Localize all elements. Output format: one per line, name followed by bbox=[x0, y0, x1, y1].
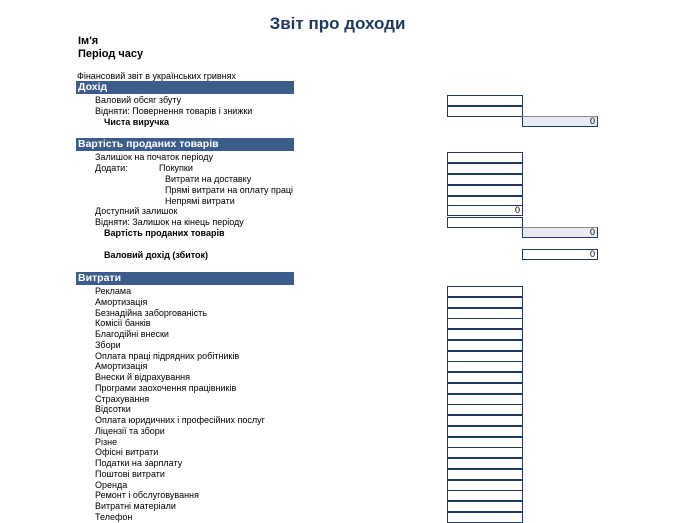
expense-input[interactable] bbox=[447, 286, 523, 297]
expense-input[interactable] bbox=[447, 469, 523, 480]
expense-label: Страхування bbox=[95, 394, 150, 404]
name-label: Ім'я bbox=[78, 35, 99, 47]
expense-label: Програми заохочення працівників bbox=[95, 383, 237, 393]
expense-input[interactable] bbox=[447, 426, 523, 437]
delivery-input[interactable] bbox=[447, 174, 523, 185]
begin-inventory-input[interactable] bbox=[447, 152, 523, 163]
expense-label: Внески й відрахування bbox=[95, 372, 191, 382]
purchases-input[interactable] bbox=[447, 163, 523, 174]
returns-input[interactable] bbox=[447, 106, 523, 117]
expense-label: Збори bbox=[95, 340, 121, 350]
expense-label: Податки на зарплату bbox=[95, 458, 183, 468]
expense-input[interactable] bbox=[447, 340, 523, 351]
returns-label: Відняти: Повернення товарів і знижки bbox=[95, 106, 253, 116]
income-header: Дохід bbox=[76, 81, 294, 94]
expenses-header: Витрати bbox=[76, 272, 294, 285]
expense-label: Благодійні внески bbox=[95, 329, 169, 339]
expense-label: Амортизація bbox=[95, 297, 148, 307]
expense-input[interactable] bbox=[447, 501, 523, 512]
available-value[interactable]: 0 bbox=[447, 205, 523, 216]
indirect-label: Непрямі витрати bbox=[165, 196, 235, 206]
expense-input[interactable] bbox=[447, 447, 523, 458]
cogs-header: Вартість проданих товарів bbox=[76, 138, 294, 151]
report-title: Звіт про доходи bbox=[269, 14, 406, 33]
expense-label: Реклама bbox=[95, 286, 132, 296]
end-inventory-label: Відняти: Залишок на кінець періоду bbox=[95, 217, 244, 227]
period-label: Період часу bbox=[78, 48, 144, 60]
expense-label: Поштові витрати bbox=[95, 469, 165, 479]
expense-label: Ліцензії та збори bbox=[95, 426, 165, 436]
cogs-total-value[interactable]: 0 bbox=[522, 227, 598, 238]
gross-sales-input[interactable] bbox=[447, 95, 523, 106]
expense-input[interactable] bbox=[447, 415, 523, 426]
expense-label: Телефон bbox=[95, 512, 133, 522]
add-label: Додати: bbox=[95, 163, 128, 173]
expense-input[interactable] bbox=[447, 383, 523, 394]
direct-labor-input[interactable] bbox=[447, 185, 523, 196]
begin-inventory-label: Залишок на початок періоду bbox=[95, 152, 213, 162]
gross-profit-label: Валовий дохід (збиток) bbox=[104, 250, 209, 260]
purchases-label: Покупки bbox=[159, 163, 193, 173]
expense-input[interactable] bbox=[447, 490, 523, 501]
expense-label: Амортизація bbox=[95, 361, 148, 371]
expense-input[interactable] bbox=[447, 361, 523, 372]
currency-note: Фінансовий звіт в українських гривнях bbox=[77, 71, 237, 81]
expense-input[interactable] bbox=[447, 329, 523, 340]
cogs-total-label: Вартість проданих товарів bbox=[104, 228, 225, 238]
expense-label: Ремонт і обслуговування bbox=[95, 490, 199, 500]
expense-input[interactable] bbox=[447, 458, 523, 469]
expense-label: Витратні матеріали bbox=[95, 501, 176, 511]
expense-input[interactable] bbox=[447, 404, 523, 415]
end-inventory-input[interactable] bbox=[447, 217, 523, 228]
expense-label: Комісії банків bbox=[95, 318, 151, 328]
expense-label: Оренда bbox=[95, 480, 128, 490]
expense-label: Оплата юридичних і професійних послуг bbox=[95, 415, 265, 425]
expense-input[interactable] bbox=[447, 318, 523, 329]
delivery-label: Витрати на доставку bbox=[165, 174, 252, 184]
expense-label: Безнадійна заборгованість bbox=[95, 308, 207, 318]
expense-label: Відсотки bbox=[95, 404, 131, 414]
available-label: Доступний залишок bbox=[95, 206, 178, 216]
expense-label: Оплата праці підрядних робітників bbox=[95, 351, 240, 361]
expense-input[interactable] bbox=[447, 512, 523, 523]
gross-sales-label: Валовий обсяг збуту bbox=[95, 95, 182, 105]
expense-label: Офісні витрати bbox=[95, 447, 159, 457]
expense-input[interactable] bbox=[447, 297, 523, 308]
expense-input[interactable] bbox=[447, 372, 523, 383]
direct-labor-label: Прямі витрати на оплату праці bbox=[165, 185, 294, 195]
expense-label: Різне bbox=[95, 437, 118, 447]
net-revenue-value[interactable]: 0 bbox=[522, 116, 598, 127]
net-revenue-label: Чиста виручка bbox=[104, 117, 169, 127]
gross-profit-value[interactable]: 0 bbox=[522, 249, 598, 260]
